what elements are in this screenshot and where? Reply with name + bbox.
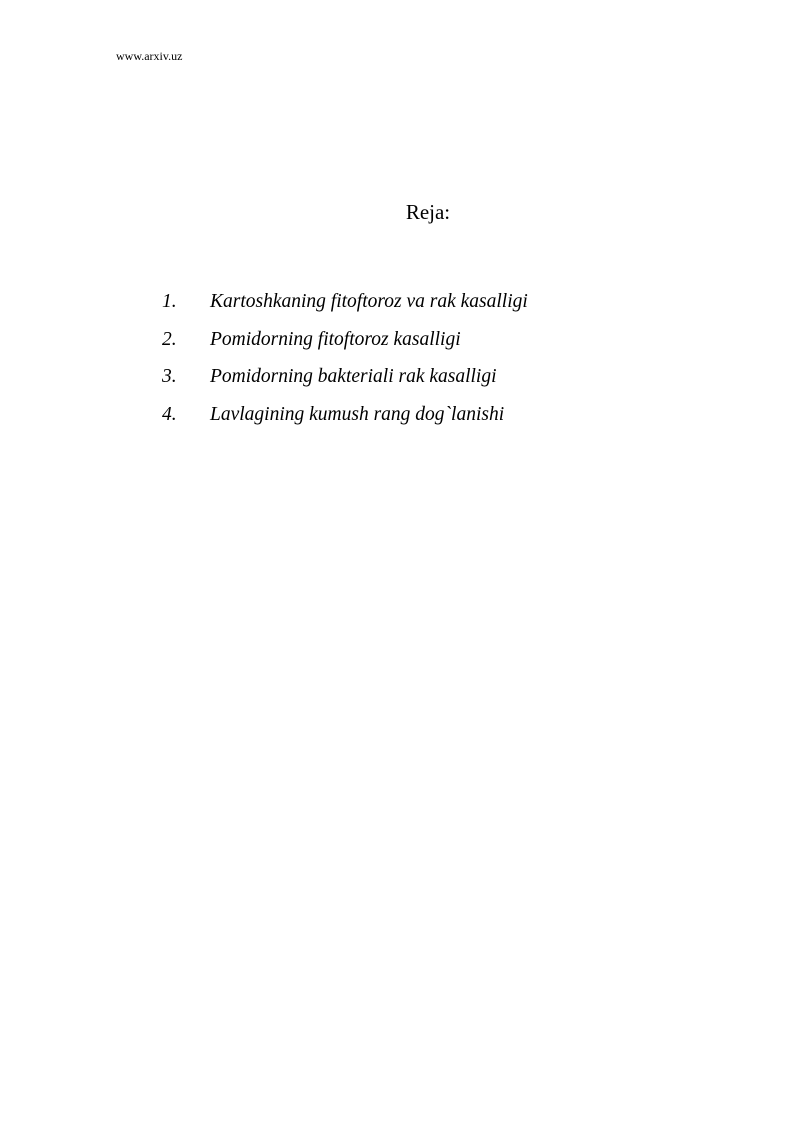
- list-item-text: Pomidorning fitoftoroz kasalligi: [210, 328, 461, 350]
- header-url: www.arxiv.uz: [116, 49, 183, 63]
- list-item-text: Lavlagining kumush rang dog`lanishi: [210, 403, 505, 425]
- list-item-number: 4.: [162, 403, 177, 425]
- plan-list: [162, 289, 528, 439]
- list-item-number: 3.: [162, 366, 177, 387]
- list-item: [162, 289, 528, 327]
- list-item: [162, 364, 528, 402]
- list-item-number: 1.: [162, 291, 177, 312]
- list-item-text: Kartoshkaning fitoftoroz va rak kasalligi: [210, 291, 528, 312]
- list-item: [162, 402, 528, 440]
- list-item-number: 2.: [162, 328, 177, 350]
- list-item-text: Pomidorning bakteriali rak kasalligi: [210, 366, 497, 387]
- list-item: [162, 327, 528, 365]
- page-title: Reja:: [405, 200, 451, 224]
